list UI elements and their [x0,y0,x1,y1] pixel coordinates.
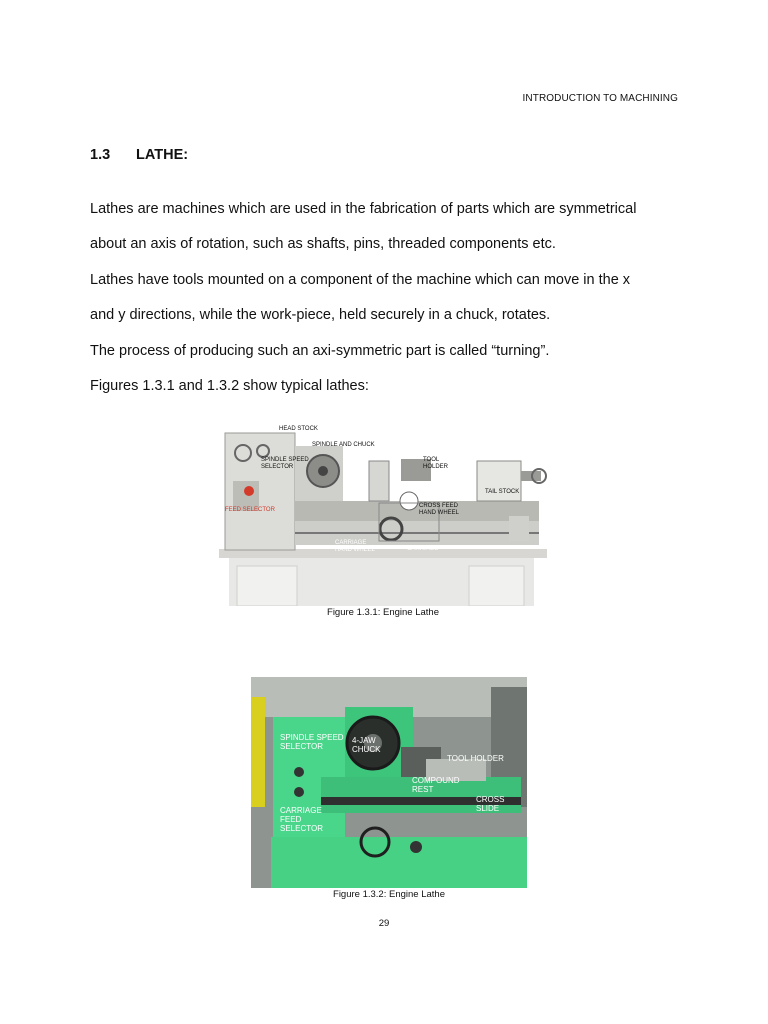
label-spindle-speed-2: SPINDLE SPEED SELECTOR [280,733,344,752]
label-tail-stock: TAIL STOCK [485,489,520,495]
page-number: 29 [378,918,390,929]
label-carriage-hand-wheel: CARRIAGE HAND WHEEL [335,540,376,553]
figure-engine-lathe-2 [251,677,527,888]
figure-caption-1: Figure 1.3.1: Engine Lathe [327,607,439,618]
body-line-2: about an axis of rotation, such as shafts, pins, threaded components etc. [90,236,556,252]
label-spindle-chuck: SPINDLE AND CHUCK [312,442,375,448]
figure-engine-lathe-1 [219,421,547,606]
body-line-4: and y directions, while the work-piece, held securely in a chuck, rotates. [90,307,551,323]
label-cross-slide: CROSS SLIDE [476,795,505,814]
label-tool-holder-2: TOOL HOLDER [447,754,504,763]
label-carriage: CARRIAGE [407,546,439,552]
body-line-6: Figures 1.3.1 and 1.3.2 show typical lathes: [90,378,369,394]
label-tool-holder: TOOL HOLDER [423,457,449,470]
label-head-stock: HEAD STOCK [279,426,318,432]
label-carriage-feed: CARRIAGE FEED SELECTOR [280,806,323,834]
label-compound-rest: COMPOUND REST [412,776,460,795]
figure-caption-2: Figure 1.3.2: Engine Lathe [333,889,445,900]
label-cross-feed: CROSS FEED HAND WHEEL [419,503,460,516]
body-line-1: Lathes are machines which are used in the fabrication of parts which are symmetrical [90,201,637,217]
label-4-jaw-chuck: 4-JAW CHUCK [352,736,381,755]
section-heading [90,147,188,163]
body-line-5: The process of producing such an axi-symmetric part is called “turning”. [90,343,550,359]
label-feed-selector: FEED SELECTOR [225,507,275,513]
running-header: INTRODUCTION TO MACHINING [522,93,678,104]
section-number: 1.3 [90,147,111,163]
lathe-illustration-2 [251,677,527,888]
section-title: LATHE: [136,147,189,163]
label-spindle-speed: SPINDLE SPEED SELECTOR [261,457,309,470]
body-line-3: Lathes have tools mounted on a component of the machine which can move in the x [90,272,631,288]
